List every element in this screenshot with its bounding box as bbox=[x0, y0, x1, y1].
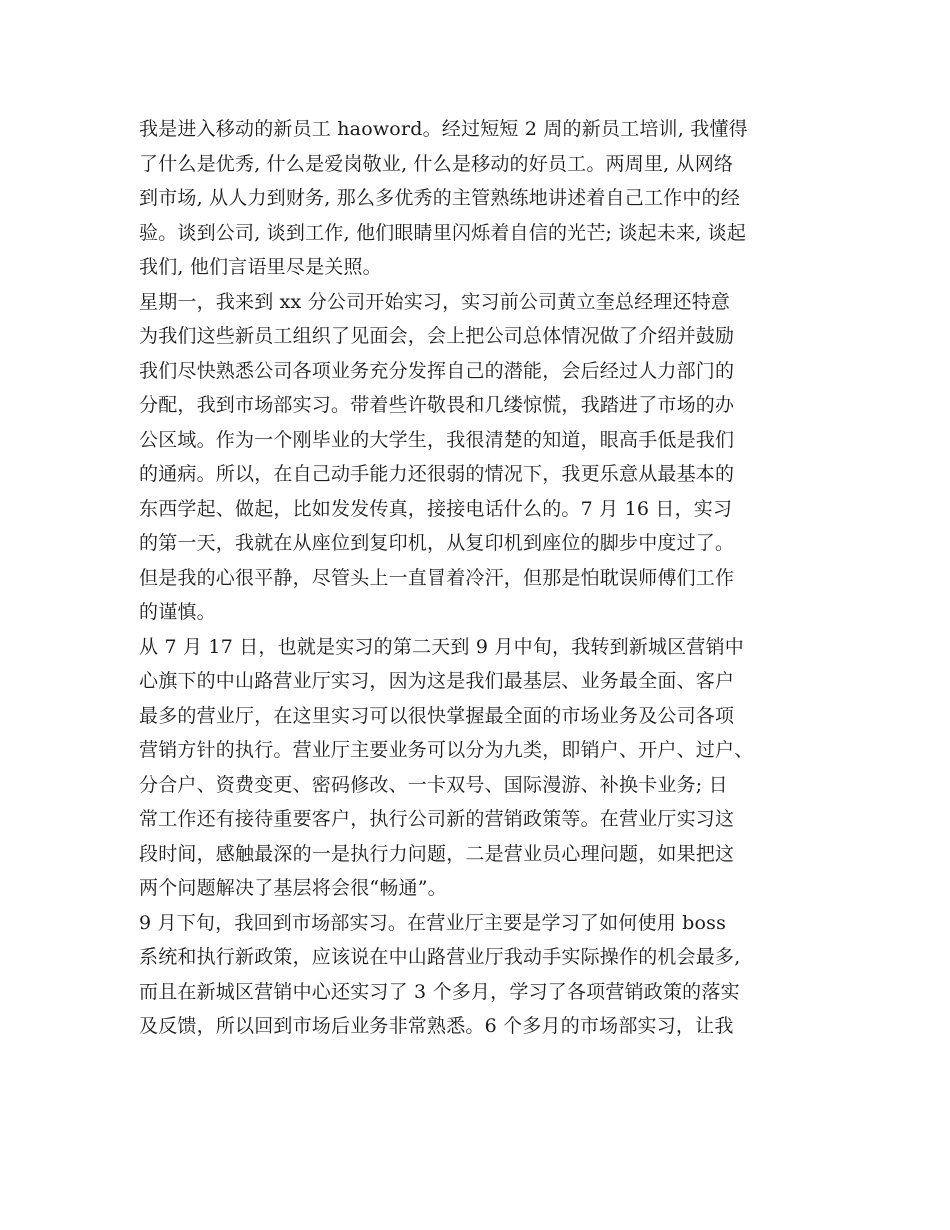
text-line: 的谨慎。 bbox=[139, 601, 216, 623]
text-line: 最多的营业厅，在这里实习可以很快掌握最全面的市场业务及公司各项 bbox=[139, 704, 735, 727]
text-line: 9 月下旬，我回到市场部实习。在营业厅主要是学习了如何使用 boss bbox=[139, 911, 727, 934]
text-line: 分合户、资费变更、密码修改、一卡双号、国际漫游、补换卡业务; 日 bbox=[139, 773, 728, 796]
text-line: 了什么是优秀, 什么是爱岗敬业, 什么是移动的好员工。两周里, 从网络 bbox=[139, 152, 734, 175]
text-line: 我是进入移动的新员工 haoword。经过短短 2 周的新员工培训, 我懂得 bbox=[139, 118, 748, 140]
text-line: 验。谈到公司, 谈到工作, 他们眼睛里闪烁着自信的光芒; 谈起未来, 谈起 bbox=[139, 221, 747, 244]
text-line: 心旗下的中山路营业厅实习，因为这是我们最基层、业务最全面、客户 bbox=[139, 670, 735, 692]
text-line: 的第一天，我就在从座位到复印机，从复印机到座位的脚步中度过了。 bbox=[139, 532, 735, 554]
text-line: 从 7 月 17 日，也就是实习的第二天到 9 月中旬，我转到新城区营销中 bbox=[139, 635, 744, 658]
paragraph bbox=[139, 285, 829, 630]
text-line: 常工作还有接待重要客户，执行公司新的营销政策等。在营业厅实习这 bbox=[139, 808, 735, 830]
text-line: 及反馈，所以回到市场后业务非常熟悉。6 个多月的市场部实习，让我 bbox=[139, 1015, 734, 1037]
text-line: 营销方针的执行。营业厅主要业务可以分为九类，即销户、开户、过户、 bbox=[139, 739, 754, 761]
text-line: 星期一，我来到 xx 分公司开始实习，实习前公司黄立奎总经理还特意 bbox=[139, 290, 731, 313]
paragraph bbox=[139, 630, 829, 906]
text-line: 系统和执行新政策，应该说在中山路营业厅我动手实际操作的机会最多, bbox=[139, 946, 741, 968]
text-line: 我们, 他们言语里尽是关照。 bbox=[139, 256, 382, 278]
paragraph bbox=[139, 906, 829, 1044]
text-line: 但是我的心很平静，尽管头上一直冒着冷汗，但那是怕耽误师傅们工作 bbox=[139, 566, 735, 589]
text-line: 公区域。作为一个刚毕业的大学生，我很清楚的知道，眼高手低是我们 bbox=[139, 428, 735, 451]
text-line: 分配，我到市场部实习。带着些许敬畏和几缕惊慌，我踏进了市场的办 bbox=[139, 394, 735, 416]
text-line: 为我们这些新员工组织了见面会，会上把公司总体情况做了介绍并鼓励 bbox=[139, 325, 735, 347]
text-line: 我们尽快熟悉公司各项业务充分发挥自己的潜能，会后经过人力部门的 bbox=[139, 359, 735, 382]
text-line: 而且在新城区营销中心还实习了 3 个多月，学习了各项营销政策的落实 bbox=[139, 980, 740, 1003]
text-line: 的通病。所以，在自己动手能力还很弱的情况下，我更乐意从最基本的 bbox=[139, 463, 735, 485]
text-line: 两个问题解决了基层将会很“畅通”。 bbox=[139, 877, 447, 899]
text-line: 段时间，感触最深的一是执行力问题，二是营业员心理问题，如果把这 bbox=[139, 842, 735, 865]
text-line: 到市场, 从人力到财务, 那么多优秀的主管熟练地讲述着自己工作中的经 bbox=[139, 187, 740, 209]
text-line: 东西学起、做起，比如发发传真，接接电话什么的。7 月 16 日，实习 bbox=[139, 497, 733, 520]
paragraph bbox=[139, 112, 829, 285]
document-body bbox=[139, 112, 829, 1044]
